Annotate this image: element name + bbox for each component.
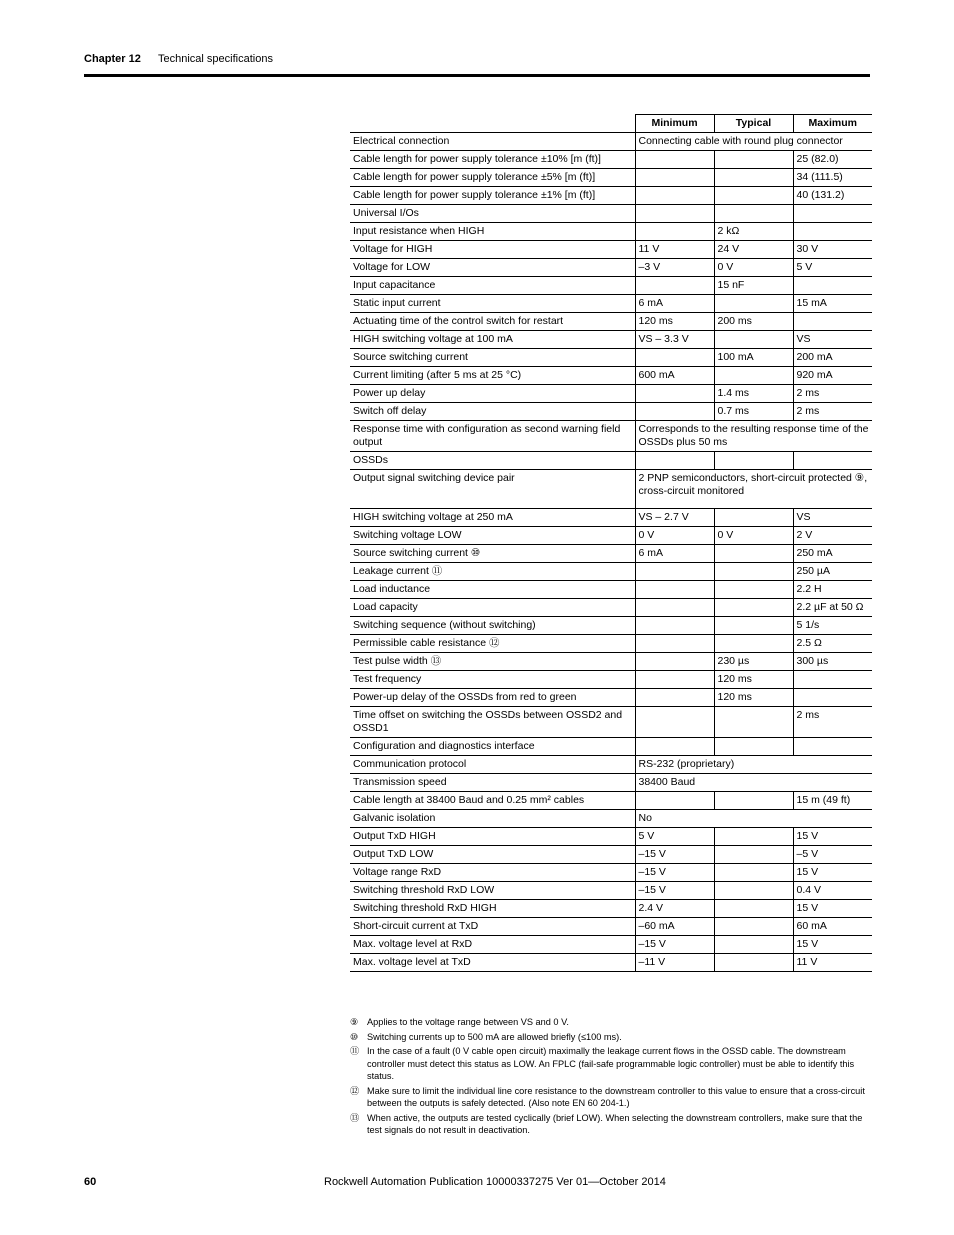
- row-value-max: 5 V: [793, 259, 872, 277]
- row-value-max: 2.2 µF at 50 Ω: [793, 599, 872, 617]
- table-row: [350, 738, 872, 756]
- row-value-typ: [714, 707, 793, 738]
- chapter-label: Chapter 12: [84, 53, 141, 65]
- row-value-max: 250 µA: [793, 563, 872, 581]
- row-value-min: [635, 617, 714, 635]
- row-value-span: 38400 Baud: [635, 774, 872, 792]
- row-label: Switch off delay: [350, 403, 635, 421]
- row-value-typ: [714, 205, 793, 223]
- row-value-max: [793, 689, 872, 707]
- spec-table: [350, 114, 872, 972]
- row-value-span: RS-232 (proprietary): [635, 756, 872, 774]
- row-value-typ: 100 mA: [714, 349, 793, 367]
- table-header-row: [350, 115, 872, 133]
- row-value-typ: [714, 792, 793, 810]
- row-label: Voltage for HIGH: [350, 241, 635, 259]
- row-label: Current limiting (after 5 ms at 25 °C): [350, 367, 635, 385]
- table-row: [350, 385, 872, 403]
- table-row: [350, 259, 872, 277]
- table-row: [350, 756, 872, 774]
- row-value-typ: [714, 545, 793, 563]
- row-value-typ: [714, 367, 793, 385]
- row-label: Cable length for power supply tolerance ±5% [m (ft)]: [350, 169, 635, 187]
- header-rule: [84, 74, 870, 77]
- row-value-typ: [714, 581, 793, 599]
- row-value-min: [635, 187, 714, 205]
- row-value-span: No: [635, 810, 872, 828]
- spec-table-body: [350, 133, 872, 972]
- row-label: Configuration and diagnostics interface: [350, 738, 635, 756]
- row-value-typ: [714, 900, 793, 918]
- header-typical: Typical: [714, 115, 793, 133]
- row-value-typ: 120 ms: [714, 671, 793, 689]
- row-value-typ: [714, 738, 793, 756]
- row-value-span: Corresponds to the resulting response time of the OSSDs plus 50 ms: [635, 421, 872, 452]
- row-value-typ: [714, 187, 793, 205]
- table-row: [350, 810, 872, 828]
- table-row: [350, 169, 872, 187]
- row-value-min: –11 V: [635, 954, 714, 972]
- row-value-max: 2 ms: [793, 385, 872, 403]
- table-row: [350, 918, 872, 936]
- row-value-typ: [714, 936, 793, 954]
- row-value-typ: [714, 452, 793, 470]
- row-value-min: –15 V: [635, 936, 714, 954]
- row-label: Electrical connection: [350, 133, 635, 151]
- row-value-typ: [714, 169, 793, 187]
- row-value-span: Connecting cable with round plug connector: [635, 133, 872, 151]
- row-value-max: [793, 223, 872, 241]
- table-row: [350, 367, 872, 385]
- footnote-text: When active, the outputs are tested cyclically (brief LOW). When selecting the downstream controllers, make sure that the test signals do not result in deactivation.: [367, 1112, 863, 1135]
- row-label: Output TxD HIGH: [350, 828, 635, 846]
- footnote: [350, 1112, 872, 1137]
- row-value-min: –15 V: [635, 846, 714, 864]
- row-value-min: –60 mA: [635, 918, 714, 936]
- table-row: [350, 707, 872, 738]
- row-label: Test pulse width ⑬: [350, 653, 635, 671]
- footnote-text: Make sure to limit the individual line core resistance to the downstream controller to this value to ensure that a cross-circuit between the outputs is safely detected. (Also note EN 60 204-1.): [367, 1085, 865, 1108]
- row-label: Time offset on switching the OSSDs between OSSD2 and OSSD1: [350, 707, 635, 738]
- table-row: [350, 671, 872, 689]
- row-value-max: 15 mA: [793, 295, 872, 313]
- footnote: [350, 1016, 872, 1029]
- footnotes: [350, 1016, 872, 1139]
- row-label: Cable length for power supply tolerance ±10% [m (ft)]: [350, 151, 635, 169]
- row-value-max: [793, 313, 872, 331]
- row-value-min: [635, 671, 714, 689]
- table-row: [350, 187, 872, 205]
- footnote-number: ⑫: [350, 1085, 360, 1096]
- row-value-max: [793, 205, 872, 223]
- row-label: Switching threshold RxD LOW: [350, 882, 635, 900]
- row-value-typ: 24 V: [714, 241, 793, 259]
- footnote: [350, 1031, 872, 1044]
- table-row: [350, 545, 872, 563]
- row-value-min: –3 V: [635, 259, 714, 277]
- row-value-min: 11 V: [635, 241, 714, 259]
- row-label: Power up delay: [350, 385, 635, 403]
- table-row: [350, 151, 872, 169]
- row-value-min: [635, 581, 714, 599]
- row-value-min: [635, 151, 714, 169]
- row-label: OSSDs: [350, 452, 635, 470]
- row-value-max: 2 ms: [793, 707, 872, 738]
- table-row: [350, 581, 872, 599]
- row-label: Actuating time of the control switch for restart: [350, 313, 635, 331]
- row-label: Input resistance when HIGH: [350, 223, 635, 241]
- row-label: HIGH switching voltage at 100 mA: [350, 331, 635, 349]
- row-value-min: [635, 792, 714, 810]
- row-value-typ: [714, 563, 793, 581]
- table-row: [350, 882, 872, 900]
- row-value-max: 2.5 Ω: [793, 635, 872, 653]
- row-value-min: [635, 599, 714, 617]
- row-value-max: 200 mA: [793, 349, 872, 367]
- row-label: Source switching current ⑩: [350, 545, 635, 563]
- footnote-text: In the case of a fault (0 V cable open circuit) maximally the leakage current flows in the OSSD cable. The downstream controller must detect this status as LOW. An FPLC (fail-safe programmable logic controller) must be able to identify this status.: [367, 1046, 855, 1081]
- row-label: Voltage for LOW: [350, 259, 635, 277]
- table-row: [350, 509, 872, 527]
- row-value-typ: 0 V: [714, 259, 793, 277]
- row-value-max: 0.4 V: [793, 882, 872, 900]
- row-value-typ: 120 ms: [714, 689, 793, 707]
- row-label: Switching sequence (without switching): [350, 617, 635, 635]
- row-value-max: 11 V: [793, 954, 872, 972]
- row-value-max: 300 µs: [793, 653, 872, 671]
- row-value-max: 30 V: [793, 241, 872, 259]
- row-value-typ: [714, 295, 793, 313]
- row-value-typ: 200 ms: [714, 313, 793, 331]
- row-value-min: [635, 169, 714, 187]
- row-label: Output signal switching device pair: [350, 470, 635, 509]
- table-row: [350, 421, 872, 452]
- row-value-typ: [714, 882, 793, 900]
- row-label: Power-up delay of the OSSDs from red to green: [350, 689, 635, 707]
- row-label: Universal I/Os: [350, 205, 635, 223]
- row-value-min: 2.4 V: [635, 900, 714, 918]
- table-row: [350, 277, 872, 295]
- table-row: [350, 689, 872, 707]
- row-value-min: 5 V: [635, 828, 714, 846]
- table-row: [350, 133, 872, 151]
- row-value-typ: [714, 509, 793, 527]
- row-label: Voltage range RxD: [350, 864, 635, 882]
- row-label: HIGH switching voltage at 250 mA: [350, 509, 635, 527]
- row-value-min: [635, 689, 714, 707]
- row-label: Max. voltage level at RxD: [350, 936, 635, 954]
- row-label: Static input current: [350, 295, 635, 313]
- table-row: [350, 774, 872, 792]
- table-row: [350, 828, 872, 846]
- row-value-min: [635, 653, 714, 671]
- table-row: [350, 635, 872, 653]
- table-row: [350, 349, 872, 367]
- row-value-max: 34 (111.5): [793, 169, 872, 187]
- row-value-typ: [714, 617, 793, 635]
- row-label: Cable length for power supply tolerance ±1% [m (ft)]: [350, 187, 635, 205]
- table-row: [350, 792, 872, 810]
- row-value-min: VS – 3.3 V: [635, 331, 714, 349]
- footnote: [350, 1045, 872, 1083]
- row-value-min: 6 mA: [635, 545, 714, 563]
- row-label: Switching threshold RxD HIGH: [350, 900, 635, 918]
- row-value-max: –5 V: [793, 846, 872, 864]
- row-value-min: [635, 349, 714, 367]
- row-value-min: [635, 563, 714, 581]
- row-value-max: 25 (82.0): [793, 151, 872, 169]
- table-row: [350, 864, 872, 882]
- row-label: Source switching current: [350, 349, 635, 367]
- row-value-max: [793, 277, 872, 295]
- row-value-min: [635, 205, 714, 223]
- row-label: Permissible cable resistance ⑫: [350, 635, 635, 653]
- row-value-min: 600 mA: [635, 367, 714, 385]
- row-value-max: VS: [793, 509, 872, 527]
- row-value-typ: 0 V: [714, 527, 793, 545]
- footnote-text: Switching currents up to 500 mA are allowed briefly (≤100 ms).: [367, 1031, 622, 1042]
- row-value-typ: [714, 151, 793, 169]
- table-row: [350, 403, 872, 421]
- row-label: Test frequency: [350, 671, 635, 689]
- footnote-number: ⑪: [350, 1046, 360, 1056]
- footnote-number: ⑨: [350, 1017, 359, 1027]
- row-value-max: 15 V: [793, 828, 872, 846]
- row-value-typ: [714, 954, 793, 972]
- row-value-max: [793, 738, 872, 756]
- header-minimum: Minimum: [635, 115, 714, 133]
- row-value-typ: 15 nF: [714, 277, 793, 295]
- row-value-min: [635, 452, 714, 470]
- row-value-typ: [714, 846, 793, 864]
- table-row: [350, 653, 872, 671]
- row-value-max: 2 ms: [793, 403, 872, 421]
- row-value-typ: [714, 918, 793, 936]
- footnote-text: Applies to the voltage range between VS and 0 V.: [367, 1017, 569, 1027]
- table-row: [350, 331, 872, 349]
- row-label: Output TxD LOW: [350, 846, 635, 864]
- row-value-min: [635, 707, 714, 738]
- row-label: Communication protocol: [350, 756, 635, 774]
- row-value-typ: [714, 331, 793, 349]
- row-value-max: 2.2 H: [793, 581, 872, 599]
- row-value-min: –15 V: [635, 864, 714, 882]
- row-label: Galvanic isolation: [350, 810, 635, 828]
- page-header: [84, 53, 273, 65]
- table-row: [350, 846, 872, 864]
- row-label: Input capacitance: [350, 277, 635, 295]
- table-row: [350, 223, 872, 241]
- row-label: Cable length at 38400 Baud and 0.25 mm² cables: [350, 792, 635, 810]
- table-row: [350, 241, 872, 259]
- row-value-min: [635, 223, 714, 241]
- row-value-typ: 230 µs: [714, 653, 793, 671]
- row-label: Load inductance: [350, 581, 635, 599]
- row-value-max: [793, 452, 872, 470]
- table-row: [350, 470, 872, 509]
- row-label: Max. voltage level at TxD: [350, 954, 635, 972]
- row-value-min: [635, 385, 714, 403]
- row-value-max: 40 (131.2): [793, 187, 872, 205]
- row-value-max: 920 mA: [793, 367, 872, 385]
- table-row: [350, 452, 872, 470]
- row-value-min: VS – 2.7 V: [635, 509, 714, 527]
- table-row: [350, 205, 872, 223]
- table-row: [350, 617, 872, 635]
- table-row: [350, 599, 872, 617]
- row-value-max: 15 V: [793, 900, 872, 918]
- row-value-min: [635, 277, 714, 295]
- row-value-max: 15 V: [793, 936, 872, 954]
- table-row: [350, 954, 872, 972]
- footnote: [350, 1085, 872, 1110]
- row-value-typ: 1.4 ms: [714, 385, 793, 403]
- row-label: Load capacity: [350, 599, 635, 617]
- row-value-typ: [714, 599, 793, 617]
- header-maximum: Maximum: [793, 115, 872, 133]
- table-row: [350, 313, 872, 331]
- footnote-number: ⑬: [350, 1112, 360, 1123]
- row-label: Short-circuit current at TxD: [350, 918, 635, 936]
- row-value-min: [635, 738, 714, 756]
- row-value-typ: [714, 635, 793, 653]
- page-number: 60: [84, 1176, 97, 1188]
- row-value-min: –15 V: [635, 882, 714, 900]
- row-value-typ: 0.7 ms: [714, 403, 793, 421]
- row-value-min: [635, 635, 714, 653]
- row-label: Response time with configuration as second warning field output: [350, 421, 635, 452]
- row-value-span: 2 PNP semiconductors, short-circuit protected ⑨, cross-circuit monitored: [635, 470, 872, 509]
- table-row: [350, 295, 872, 313]
- header-blank: [350, 115, 635, 133]
- row-value-max: 2 V: [793, 527, 872, 545]
- row-value-max: 15 m (49 ft): [793, 792, 872, 810]
- table-row: [350, 900, 872, 918]
- row-value-max: 250 mA: [793, 545, 872, 563]
- row-value-min: [635, 403, 714, 421]
- row-label: Leakage current ⑪: [350, 563, 635, 581]
- row-label: Transmission speed: [350, 774, 635, 792]
- row-value-max: VS: [793, 331, 872, 349]
- row-value-typ: [714, 864, 793, 882]
- row-value-min: 6 mA: [635, 295, 714, 313]
- row-value-max: 15 V: [793, 864, 872, 882]
- row-value-min: 120 ms: [635, 313, 714, 331]
- row-value-max: 5 1/s: [793, 617, 872, 635]
- row-value-min: 0 V: [635, 527, 714, 545]
- publication-info: Rockwell Automation Publication 10000337275 Ver 01—October 2014: [324, 1176, 666, 1188]
- row-value-max: [793, 671, 872, 689]
- table-row: [350, 936, 872, 954]
- footnote-number: ⑩: [350, 1031, 359, 1042]
- row-label: Switching voltage LOW: [350, 527, 635, 545]
- row-value-typ: [714, 828, 793, 846]
- section-title: Technical specifications: [158, 53, 273, 65]
- row-value-max: 60 mA: [793, 918, 872, 936]
- table-row: [350, 563, 872, 581]
- row-value-typ: 2 kΩ: [714, 223, 793, 241]
- table-row: [350, 527, 872, 545]
